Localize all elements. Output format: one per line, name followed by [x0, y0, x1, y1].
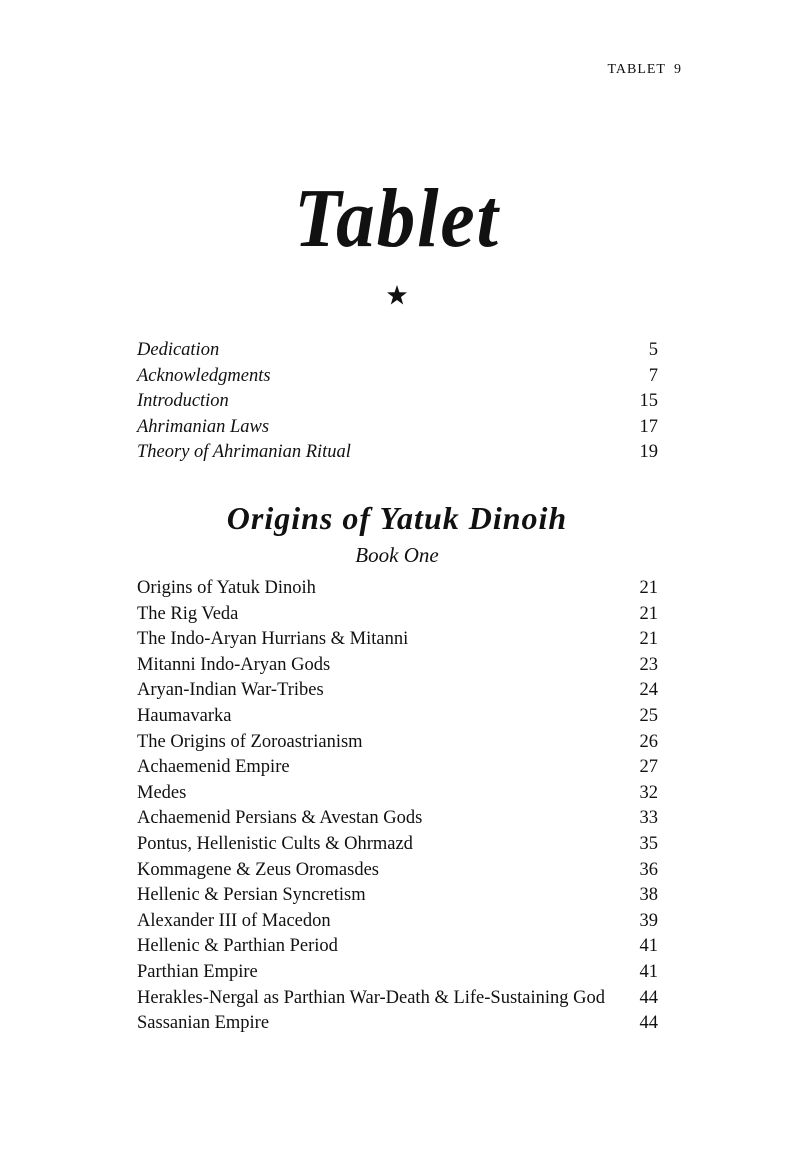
- toc-row[interactable]: [137, 885, 658, 911]
- toc-entry-page: 21: [639, 629, 658, 650]
- toc-entry-page: 41: [639, 961, 658, 982]
- toc-entry-page: 15: [639, 391, 658, 412]
- book-one-contents: [137, 578, 658, 1039]
- page-title: Tablet: [294, 172, 500, 265]
- toc-row[interactable]: [137, 783, 658, 809]
- toc-entry-label: Aryan-Indian War-Tribes: [137, 680, 324, 701]
- star-icon: [386, 284, 408, 306]
- section-heading: Origins of Yatuk Dinoih: [226, 500, 568, 536]
- toc-row[interactable]: [137, 936, 658, 962]
- toc-row[interactable]: [137, 366, 658, 392]
- toc-entry-label: Acknowledgments: [137, 365, 271, 386]
- toc-entry-page: 35: [639, 833, 658, 854]
- toc-entry-label: Origins of Yatuk Dinoih: [137, 578, 316, 598]
- toc-row[interactable]: [137, 629, 658, 655]
- toc-row[interactable]: [137, 417, 658, 443]
- toc-row[interactable]: [137, 860, 658, 886]
- toc-entry-page: 39: [639, 910, 658, 931]
- toc-entry-label: Theory of Ahrimanian Ritual: [137, 442, 351, 463]
- toc-entry-page: 19: [639, 442, 658, 463]
- toc-entry-page: 21: [639, 603, 658, 624]
- toc-entry-label: Achaemenid Empire: [137, 757, 290, 778]
- toc-row[interactable]: [137, 911, 658, 937]
- toc-row[interactable]: [137, 1013, 658, 1039]
- toc-row[interactable]: [137, 988, 658, 1014]
- toc-entry-label: Parthian Empire: [137, 961, 258, 982]
- toc-row[interactable]: [137, 604, 658, 630]
- toc-entry-label: Sassanian Empire: [137, 1013, 270, 1034]
- toc-entry-page: 17: [639, 416, 658, 437]
- front-matter-list: [137, 340, 658, 468]
- toc-entry-page: 7: [648, 365, 658, 386]
- toc-row[interactable]: [137, 578, 658, 604]
- running-head: [599, 62, 682, 78]
- toc-entry-page: 41: [639, 936, 658, 957]
- toc-entry-label: Medes: [137, 782, 187, 803]
- toc-row[interactable]: [137, 680, 658, 706]
- toc-entry-label: Haumavarka: [137, 705, 232, 726]
- running-title: TABLET: [607, 62, 666, 77]
- toc-entry-label: Ahrimanian Laws: [137, 416, 270, 437]
- page-number: 9: [674, 62, 682, 77]
- toc-entry-page: 36: [639, 859, 658, 880]
- toc-entry-page: 27: [639, 757, 658, 778]
- toc-row[interactable]: [137, 834, 658, 860]
- toc-entry-page: 23: [639, 654, 658, 675]
- toc-entry-page: 5: [648, 340, 658, 360]
- toc-entry-label: Achaemenid Persians & Avestan Gods: [137, 808, 423, 829]
- toc-row[interactable]: [137, 808, 658, 834]
- toc-row[interactable]: [137, 442, 658, 468]
- toc-entry-page: 21: [639, 578, 658, 598]
- toc-row[interactable]: [137, 757, 658, 783]
- toc-entry-page: 38: [639, 885, 658, 906]
- toc-row[interactable]: [137, 655, 658, 681]
- toc-entry-page: 32: [639, 782, 658, 803]
- toc-entry-label: The Indo-Aryan Hurrians & Mitanni: [137, 629, 409, 650]
- toc-row[interactable]: [137, 706, 658, 732]
- toc-entry-label: The Rig Veda: [137, 603, 239, 624]
- toc-entry-page: 33: [639, 808, 658, 829]
- toc-entry-label: Dedication: [137, 340, 220, 360]
- toc-entry-label: Hellenic & Parthian Period: [137, 936, 338, 957]
- toc-entry-label: Pontus, Hellenistic Cults & Ohrmazd: [137, 833, 413, 854]
- toc-entry-label: Kommagene & Zeus Oromasdes: [137, 859, 379, 880]
- toc-row[interactable]: [137, 340, 658, 366]
- toc-entry-label: Herakles-Nergal as Parthian War-Death & Life-Sustaining God: [137, 987, 606, 1008]
- toc-row[interactable]: [137, 962, 658, 988]
- toc-entry-label: Alexander III of Macedon: [137, 910, 331, 931]
- toc-entry-label: Introduction: [137, 391, 229, 412]
- section-subheading: Book One: [355, 543, 439, 567]
- toc-entry-label: Mitanni Indo-Aryan Gods: [137, 654, 331, 675]
- toc-entry-page: 25: [639, 705, 658, 726]
- toc-entry-page: 24: [639, 680, 658, 701]
- toc-row[interactable]: [137, 732, 658, 758]
- toc-row[interactable]: [137, 391, 658, 417]
- toc-entry-page: 44: [639, 1013, 658, 1034]
- toc-entry-page: 44: [639, 987, 658, 1008]
- toc-entry-label: Hellenic & Persian Syncretism: [137, 885, 366, 906]
- toc-entry-page: 26: [639, 731, 658, 752]
- toc-entry-label: The Origins of Zoroastrianism: [137, 731, 363, 752]
